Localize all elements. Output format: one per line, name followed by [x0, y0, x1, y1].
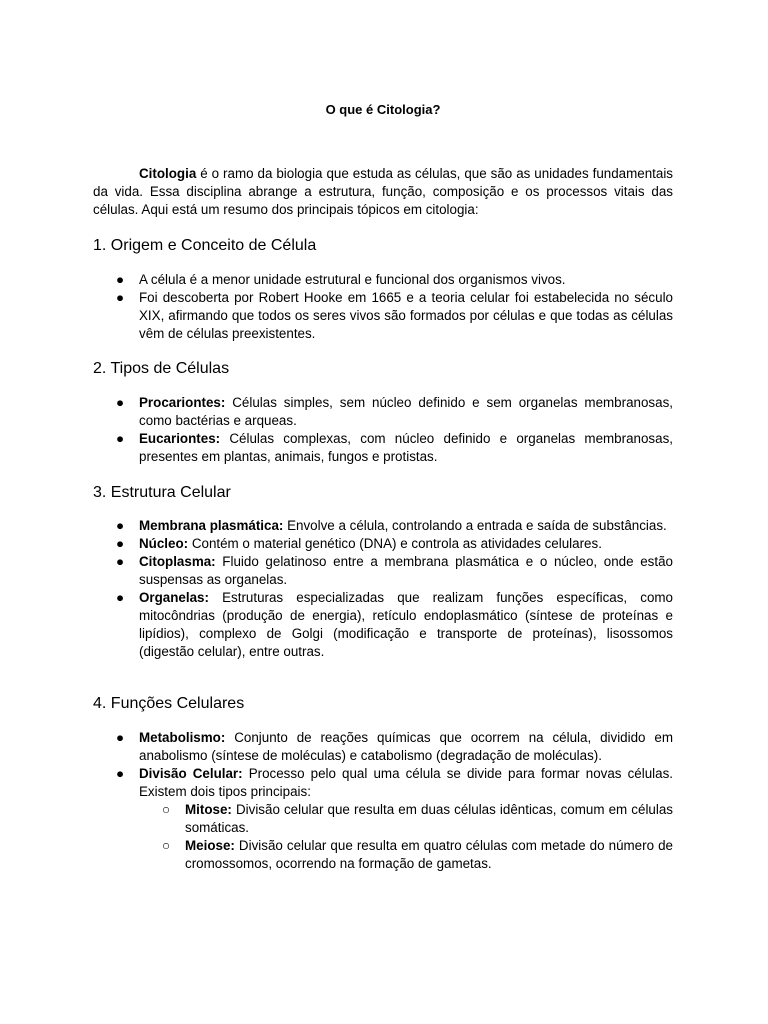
sub-list-item — [139, 837, 673, 873]
list-item — [93, 430, 673, 466]
section-list-funcoes — [93, 729, 673, 873]
sub-list-divisao — [139, 801, 673, 873]
bullet-icon: ● — [115, 518, 125, 533]
section-heading-estrutura: 3. Estrutura Celular — [93, 484, 231, 501]
list-item — [93, 517, 673, 535]
section-heading-tipos: 2. Tipos de Células — [93, 360, 230, 377]
list-item-term: Procariontes: — [139, 395, 226, 410]
bullet-icon: ● — [115, 730, 125, 745]
list-item-text: Fluido gelatinoso entre a membrana plasmática e o núcleo, onde estão suspensas as organelas. — [139, 554, 673, 587]
list-item — [93, 729, 673, 765]
list-item-text: Processo pelo qual uma célula se divide para formar novas células. Existem dois tipos principais: — [139, 766, 673, 799]
list-item-term: Divisão Celular: — [139, 766, 243, 781]
list-item — [93, 589, 673, 661]
list-item-term: Eucariontes: — [139, 431, 221, 446]
sub-list-item-text: Divisão celular que resulta em quatro células com metade do número de cromossomos, ocorrendo na formação de gametas. — [185, 838, 673, 871]
list-item-term: Membrana plasmática: — [139, 518, 284, 533]
list-item-text: Células simples, sem núcleo definido e sem organelas membranosas, como bactérias e arqueas. — [139, 395, 673, 428]
document-title: O que é Citologia? — [325, 102, 441, 117]
circle-bullet-icon: ○ — [161, 838, 171, 853]
bullet-icon: ● — [115, 590, 125, 605]
bullet-icon: ● — [115, 554, 125, 569]
list-item-term: Metabolismo: — [139, 730, 226, 745]
sub-list-item — [139, 801, 673, 837]
list-item — [93, 271, 673, 289]
list-item-term: Organelas: — [139, 590, 209, 605]
list-item-term: Citoplasma: — [139, 554, 216, 569]
bullet-icon: ● — [115, 766, 125, 781]
bullet-icon: ● — [115, 395, 125, 410]
sub-list-item-text: Divisão celular que resulta em duas células idênticas, comum em células somáticas. — [185, 802, 673, 835]
intro-term: Citologia — [139, 166, 197, 181]
list-item — [93, 289, 673, 343]
sub-list-item-term: Mitose: — [185, 802, 232, 817]
bullet-icon: ● — [115, 272, 125, 287]
bullet-icon: ● — [115, 290, 125, 305]
list-item-text: Estruturas especializadas que realizam funções específicas, como mitocôndrias (produção de energia), retículo endoplasmático (síntese de proteínas e lipídios), complexo de Golgi (modificação e transporte de proteínas), lisossomos (digestão celular), entre outras. — [139, 590, 673, 659]
list-item — [93, 394, 673, 430]
list-item — [93, 553, 673, 589]
section-heading-funcoes: 4. Funções Celulares — [93, 695, 245, 712]
bullet-icon: ● — [115, 431, 125, 446]
list-item-text: Foi descoberta por Robert Hooke em 1665 e a teoria celular foi estabelecida no século XIX, afirmando que todos os seres vivos são formados por células e que todas as células vêm de células preexistentes. — [139, 290, 673, 341]
list-item-text: A célula é a menor unidade estrutural e funcional dos organismos vivos. — [139, 272, 566, 287]
intro-text: é o ramo da biologia que estuda as células, que são as unidades fundamentais da vida. Essa disciplina abrange a estrutura, função, composição e os processos vitais das células. Aqui está um resumo dos principais tópicos em citologia: — [93, 166, 673, 217]
list-item-text: Contém o material genético (DNA) e controla as atividades celulares. — [188, 536, 602, 551]
list-item — [93, 535, 673, 553]
list-item-term: Núcleo: — [139, 536, 189, 551]
section-heading-origem: 1. Origem e Conceito de Célula — [93, 237, 317, 254]
list-item-text: Conjunto de reações químicas que ocorrem na célula, dividido em anabolismo (síntese de moléculas) e catabolismo (degradação de moléculas). — [139, 730, 673, 763]
circle-bullet-icon: ○ — [161, 802, 171, 817]
bullet-icon: ● — [115, 536, 125, 551]
intro-paragraph — [93, 165, 673, 219]
section-list-estrutura — [93, 517, 673, 661]
section-list-origem — [93, 271, 673, 343]
list-item — [93, 765, 673, 873]
section-list-tipos — [93, 394, 673, 466]
list-item-text: Envolve a célula, controlando a entrada e saída de substâncias. — [283, 518, 667, 533]
list-item-text: Células complexas, com núcleo definido e organelas membranosas, presentes em plantas, animais, fungos e protistas. — [139, 431, 673, 464]
sub-list-item-term: Meiose: — [185, 838, 235, 853]
